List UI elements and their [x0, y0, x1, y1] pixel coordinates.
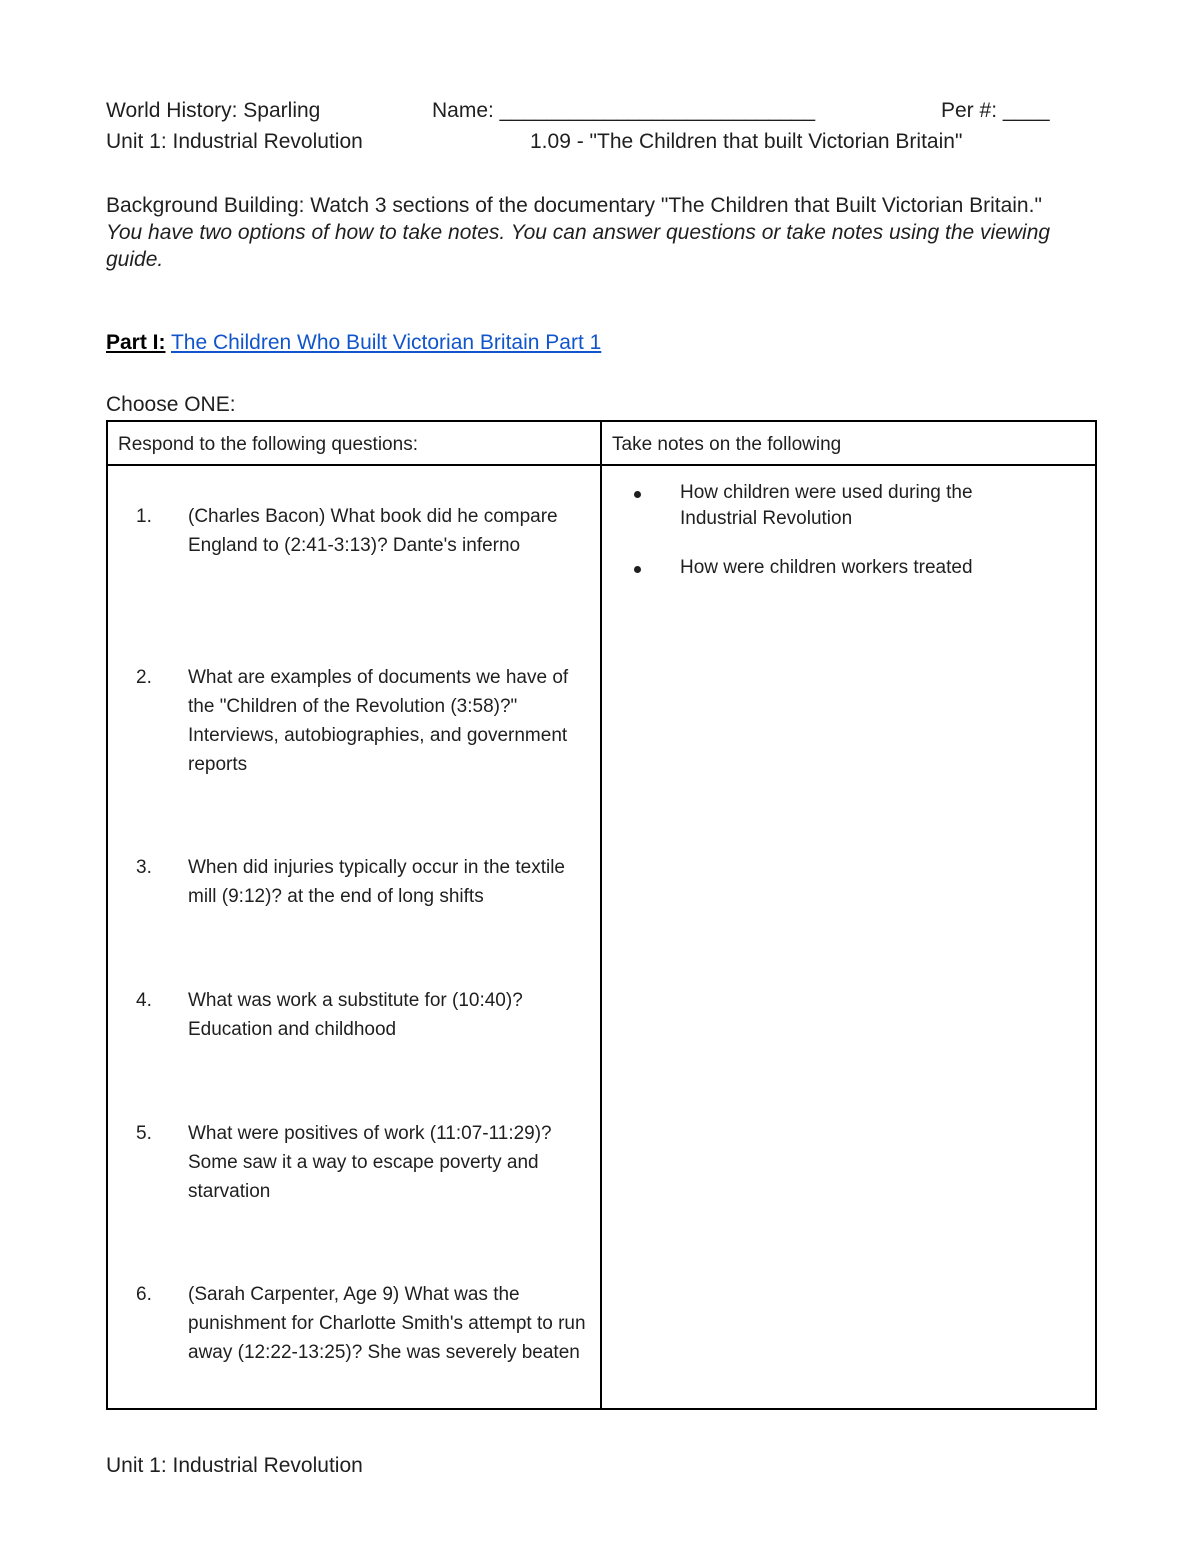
- choose-one-label: Choose ONE:: [106, 393, 236, 416]
- question-text: What are examples of documents we have of the "Children of the Revolution (3:58)?" Interviews, autobiographies, and government reports: [188, 667, 569, 775]
- questions-column-header: Respond to the following questions:: [107, 421, 601, 465]
- period-field-label: Per #: ____: [941, 99, 1050, 122]
- note-options-instructions: You have two options of how to take notes. You can answer questions or take notes using the viewing guide.: [106, 221, 1051, 271]
- question-text: When did injuries typically occur in the textile mill (9:12)? at the end of long shifts: [188, 857, 566, 907]
- part-1-heading: [106, 330, 601, 356]
- question-number: 1.: [136, 506, 152, 527]
- question-number: 6.: [136, 1284, 152, 1305]
- question-number: 5.: [136, 1123, 152, 1144]
- questions-cell[interactable]: [107, 465, 601, 1409]
- part-1-label: Part I:: [106, 331, 166, 354]
- note-text: How children were used during the Industrial Revolution: [680, 482, 973, 529]
- background-text: Background Building: Watch 3 sections of the documentary "The Children that Built Victorian Britain.": [106, 194, 1042, 217]
- lesson-title: 1.09 - "The Children that built Victorian Britain": [530, 130, 963, 153]
- bullet-icon: [634, 566, 641, 573]
- note-text: How were children workers treated: [680, 557, 973, 578]
- question-text: (Charles Bacon) What book did he compare England to (2:41-3:13)? Dante's inferno: [188, 506, 558, 556]
- notes-column-header: Take notes on the following: [601, 421, 1096, 465]
- course-title: World History: Sparling: [106, 99, 321, 122]
- question-number: 3.: [136, 857, 152, 878]
- question-number: 4.: [136, 990, 152, 1011]
- footer-unit-title: Unit 1: Industrial Revolution: [106, 1454, 363, 1477]
- part-1-video-link[interactable]: The Children Who Built Victorian Britain Part 1: [170, 331, 602, 354]
- unit-title: Unit 1: Industrial Revolution: [106, 130, 363, 153]
- question-text: What were positives of work (11:07-11:29)? Some saw it a way to escape poverty and starvation: [188, 1123, 552, 1202]
- notes-table: [106, 420, 1097, 1410]
- question-text: (Sarah Carpenter, Age 9) What was the punishment for Charlotte Smith's attempt to run away (12:22-13:25)? She was severely beaten: [188, 1284, 586, 1363]
- notes-cell[interactable]: [601, 465, 1096, 1409]
- question-text: What was work a substitute for (10:40)?Education and childhood: [188, 990, 523, 1040]
- background-section: [106, 192, 1106, 273]
- bullet-icon: [634, 491, 641, 498]
- question-number: 2.: [136, 667, 152, 688]
- name-field-label: Name: ___________________________: [432, 99, 816, 122]
